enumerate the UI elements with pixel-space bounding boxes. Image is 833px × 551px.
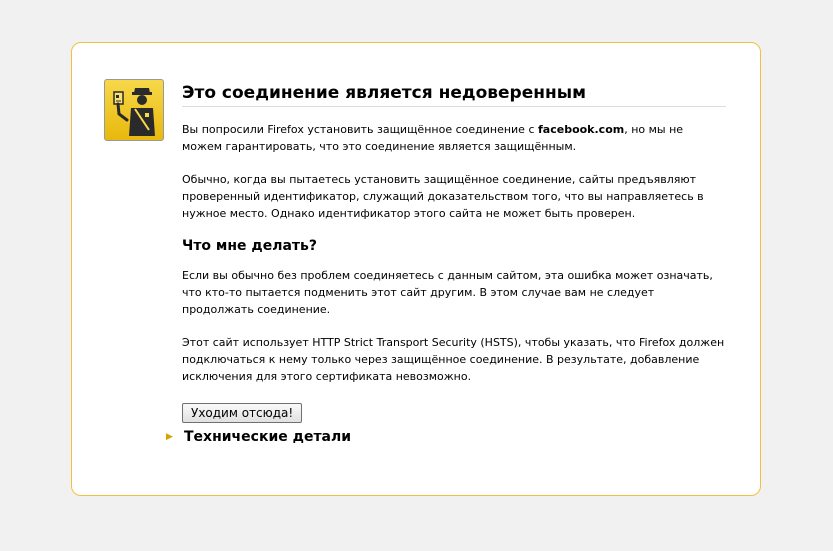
explanation-paragraph: Обычно, когда вы пытаетесь установить защищённое соединение, сайты предъявляют проверенный идентификатор, служащий доказательством того, что вы направляетесь в нужное место. Однако идентификатор этого сайта не может быть проверен. <box>182 173 704 220</box>
triangle-right-icon: ▶ <box>166 432 173 442</box>
site-domain: facebook.com <box>538 123 625 136</box>
page-title: Это соединение является недоверенным <box>182 83 726 107</box>
intro-text-after: , но мы не можем гарантировать, что это соединение является защищённым. <box>182 123 684 153</box>
error-page-container <box>71 42 761 496</box>
technical-details-label: Технические детали <box>184 429 352 445</box>
error-content <box>182 121 726 423</box>
technical-details-toggle[interactable] <box>166 429 351 445</box>
get-me-out-button[interactable]: Уходим отсюда! <box>182 403 302 423</box>
hsts-paragraph: Этот сайт использует HTTP Strict Transport Security (HSTS), чтобы указать, что Firefox должен подключаться к нему только через защищённое соединение. В результате, добавление исключения для этого сертификата невозможно. <box>182 336 725 383</box>
what-to-do-paragraph: Если вы обычно без проблем соединяетесь с данным сайтом, эта ошибка может означать, что кто-то пытается подменить этот сайт другим. В этом случае вам не следует продолжать соединение. <box>182 269 713 316</box>
security-officer-icon <box>104 79 164 141</box>
what-to-do-heading: Что мне делать? <box>182 238 317 254</box>
intro-paragraph <box>182 121 726 155</box>
intro-text-before: Вы попросили Firefox установить защищённое соединение с <box>182 123 538 136</box>
